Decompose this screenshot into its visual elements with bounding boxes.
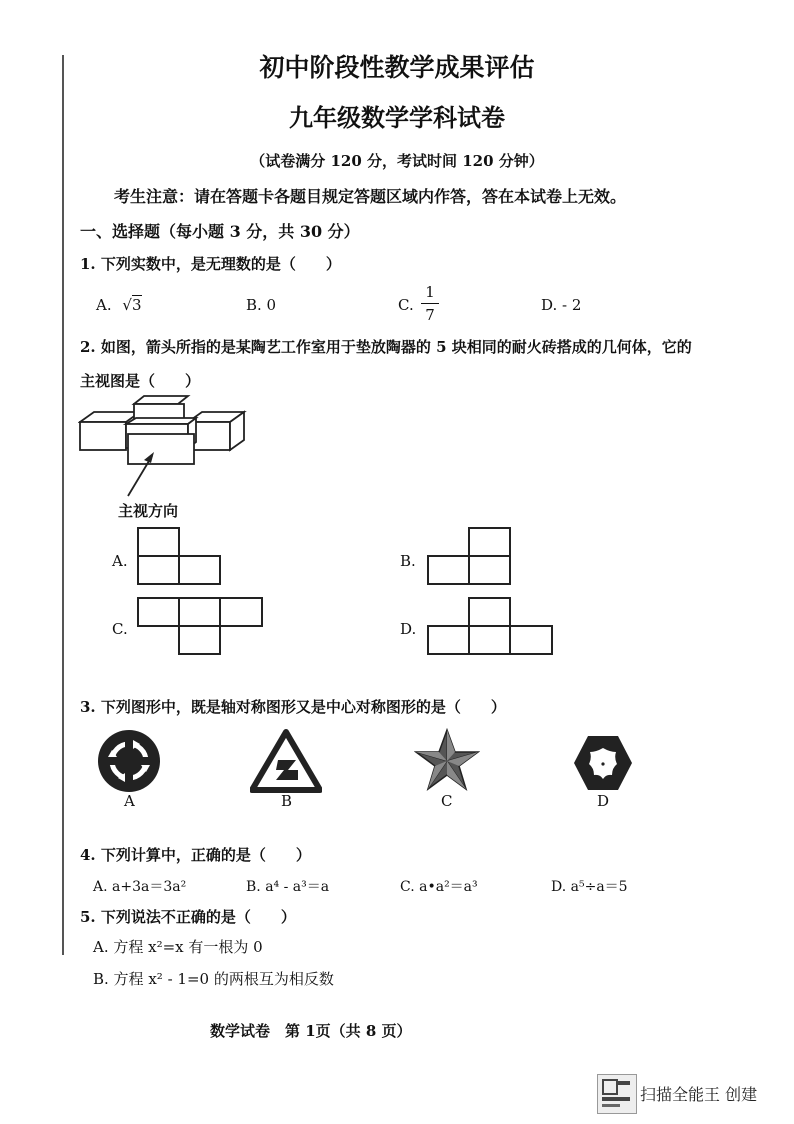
q4-option-a: A. a+3a＝3a² (93, 879, 187, 895)
fraction-denominator: 7 (425, 306, 435, 324)
view-square (178, 625, 221, 655)
q1-option-a-radicand: 3 (131, 296, 142, 314)
exam-info: （试卷满分 120 分，考试时间 120 分钟） (250, 152, 544, 170)
view-square (178, 597, 221, 627)
scanner-logo-icon (597, 1074, 637, 1114)
section-heading: 一、选择题（每小题 3 分，共 30 分） (80, 222, 360, 241)
view-square (427, 555, 470, 585)
q3-label-b: B (281, 792, 293, 810)
exam-subtitle: 九年级数学学科试卷 (289, 103, 505, 132)
exam-notice: 考生注意：请在答题卡各题目规定答题区域内作答，答在本试卷上无效。 (114, 187, 627, 206)
view-square (219, 597, 263, 627)
q2-option-c-label: C. (112, 620, 128, 638)
q3-label-a: A (124, 792, 135, 810)
q5-option-b: B. 方程 x² - 1=0 的两根互为相反数 (93, 970, 334, 988)
warning-triangle-icon (250, 728, 322, 794)
q1-option-c-label: C. (398, 296, 414, 314)
sqrt-sign: √3 (122, 296, 142, 314)
view-square (137, 527, 180, 557)
q3-stem: 3. 下列图形中，既是轴对称图形又是中心对称图形的是（ ） (80, 698, 506, 716)
q4-stem: 4. 下列计算中，正确的是（ ） (80, 846, 311, 864)
q2-option-d-label: D. (400, 620, 417, 638)
q3-label-d: D (597, 792, 610, 810)
view-square (468, 597, 511, 627)
q4-option-c: C. a•a²＝a³ (400, 879, 478, 895)
roundabout-sign-icon (96, 728, 162, 794)
view-square (137, 597, 180, 627)
q1-option-c-fraction (421, 283, 439, 324)
q2-option-a-label: A. (112, 552, 128, 570)
binding-margin-line (62, 55, 64, 955)
q5-stem: 5. 下列说法不正确的是（ ） (80, 908, 296, 926)
q2-direction-label: 主视方向 (118, 502, 179, 520)
scanner-watermark: 扫描全能王 创建 (640, 1085, 758, 1104)
q1-option-a-label: A. (96, 296, 112, 314)
q2-stem-line2: 主视图是（ ） (80, 372, 201, 390)
view-square (468, 625, 511, 655)
q5-option-a: A. 方程 x²=x 有一根为 0 (93, 938, 263, 956)
q4-option-b: B. a⁴ - a³＝a (246, 879, 330, 895)
exam-title: 初中阶段性教学成果评估 (259, 53, 535, 82)
hexagon-icon (572, 734, 634, 792)
q3-label-c: C (441, 792, 453, 810)
star-icon (414, 728, 480, 794)
q1-option-d: D. - 2 (541, 296, 582, 314)
q4-option-d: D. a⁵÷a＝5 (551, 879, 628, 895)
view-square (427, 625, 470, 655)
q1-option-b: B. 0 (246, 296, 277, 314)
q1-stem: 1. 下列实数中，是无理数的是（ ） (80, 255, 341, 273)
q2-stem-line1: 2. 如图，箭头所指的是某陶艺工作室用于垫放陶器的 5 块相同的耐火砖搭成的几何体，它的 (80, 338, 692, 356)
view-square (468, 555, 511, 585)
fraction-numerator: 1 (425, 283, 435, 301)
view-square (468, 527, 511, 557)
view-square (178, 555, 221, 585)
q2-option-b-label: B. (400, 552, 416, 570)
view-square (509, 625, 553, 655)
view-square (137, 555, 180, 585)
page-footer: 数学试卷 第 1页（共 8 页） (210, 1022, 412, 1040)
q1-option-a (96, 296, 142, 314)
